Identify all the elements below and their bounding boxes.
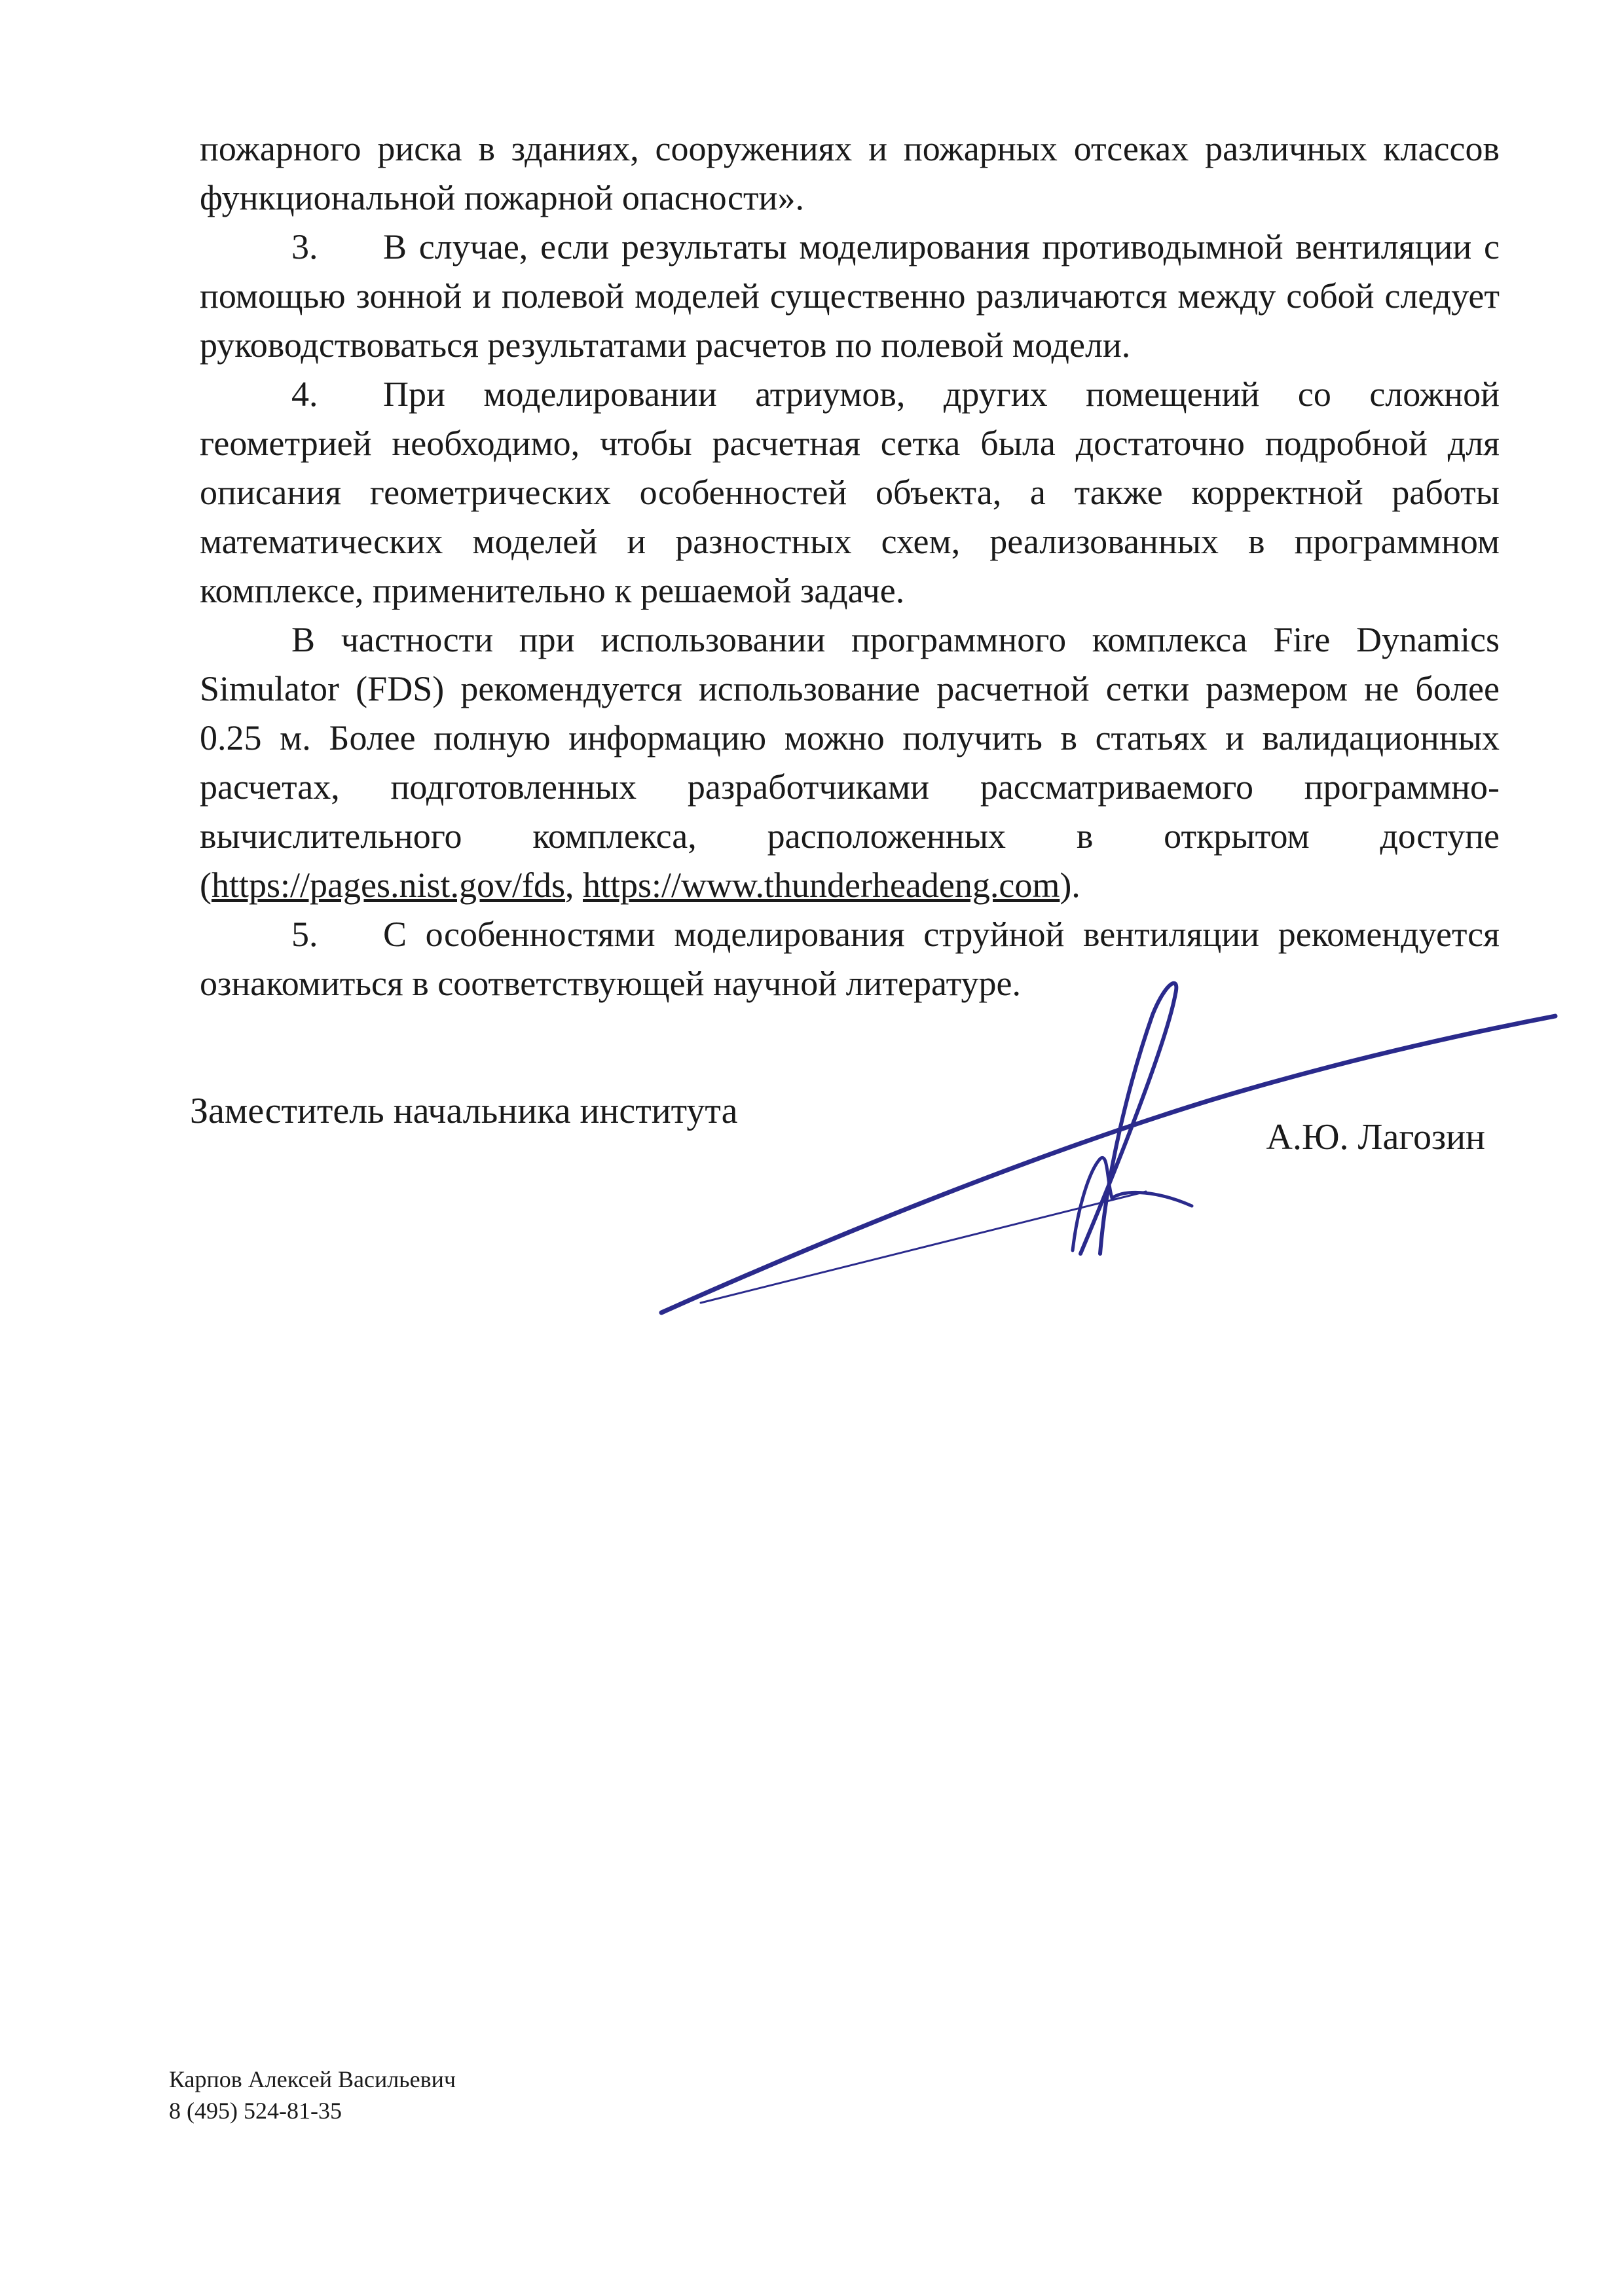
nist-link[interactable]: https://pages.nist.gov/fds: [211, 866, 565, 905]
list-item-3: [200, 223, 1500, 370]
signatory-title: Заместитель начальника института: [190, 1091, 738, 1131]
list-item-text: При моделировании атриумов, других помещений со сложной геометрией необходимо, чтобы расчетная сетка была достаточно подробной для описания геометрических особенностей объекта, а также корректной работы математических моделей и разностных схем, реализованных в программном комплексе, применительно к решаемой задаче.: [200, 374, 1500, 610]
fds-paragraph-closing: ).: [1060, 866, 1080, 905]
fds-paragraph-text: В частности при использовании программного комплекса Fire Dynamics Simulator (FDS) рекомендуется использование расчетной сетки размером не более 0.25 м. Более полную информацию можно получить в статьях и валидационных расчетах, подготовленных разработчиками рассматриваемого программно-вычислительного комплекса, расположенных в открытом доступе (: [200, 620, 1500, 905]
executor-phone: 8 (495) 524-81-35: [169, 2098, 342, 2124]
list-item-text: С особенностями моделирования струйной вентиляции рекомендуется ознакомиться в соответствующей научной литературе.: [200, 915, 1500, 1003]
signatory-name: А.Ю. Лагозин: [1266, 1117, 1485, 1157]
list-item-number: 3.: [291, 227, 318, 266]
thunderhead-link[interactable]: https://www.thunderheadeng.com: [582, 866, 1060, 905]
link-separator: ,: [564, 866, 583, 905]
handwritten-signature-icon: [648, 962, 1565, 1329]
list-item-text: В случае, если результаты моделирования противодымной вентиляции с помощью зонной и полевой моделей существенно различаются между собой следует руководствоваться результатами расчетов по полевой модели.: [200, 227, 1500, 365]
letter-body: [200, 124, 1500, 1008]
list-item-number: 4.: [291, 374, 318, 414]
executor-info: [169, 2064, 456, 2126]
list-item-4: [200, 370, 1500, 615]
executor-name: Карпов Алексей Васильевич: [169, 2066, 456, 2092]
continuation-paragraph: пожарного риска в зданиях, сооружениях и пожарных отсеках различных классов функциональной пожарной опасности».: [200, 129, 1500, 217]
list-item-number: 5.: [291, 915, 318, 954]
fds-paragraph: [200, 615, 1500, 910]
